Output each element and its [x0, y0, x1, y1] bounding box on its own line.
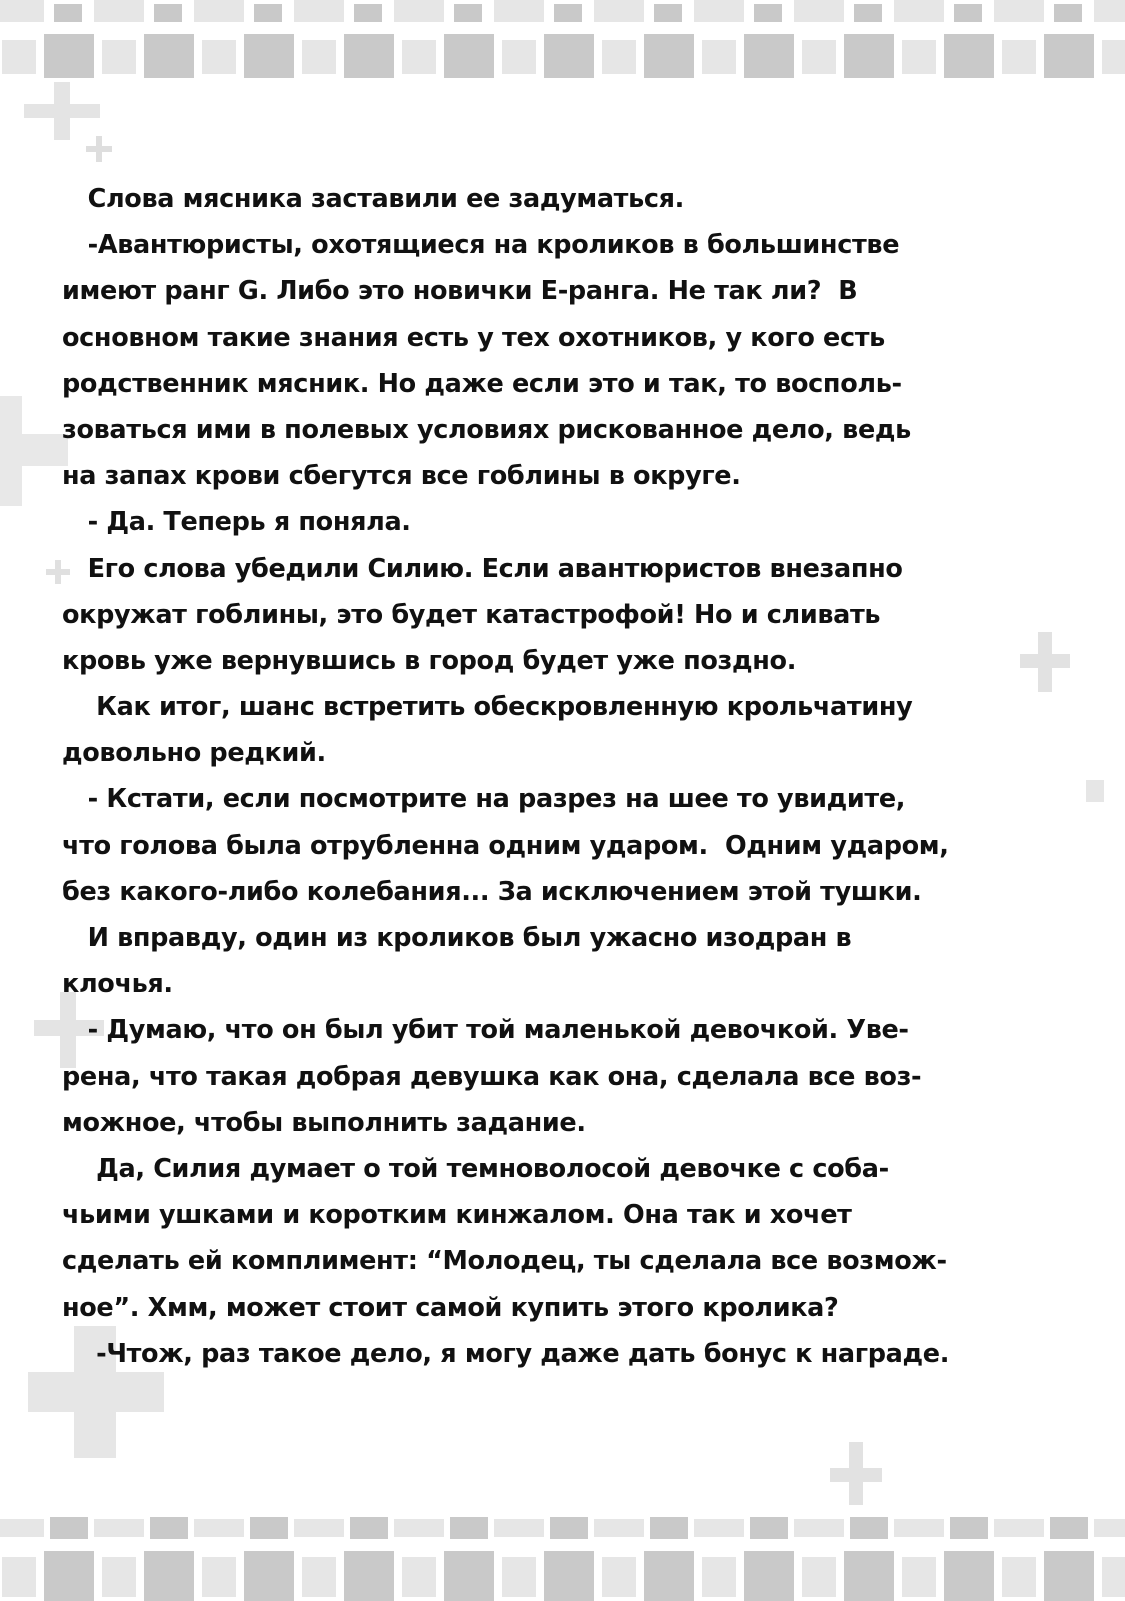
text-line: -Чтож, раз такое дело, я могу даже дать бонус к награде.	[62, 1338, 950, 1369]
text-line: окружат гоблины, это будет катастрофой! Но и сливать	[62, 599, 881, 630]
text-line: И вправду, один из кроликов был ужасно изодран в	[62, 923, 852, 953]
text-line: - Думаю, что он был убит той маленькой девочкой. Уве-	[62, 1015, 909, 1046]
text-line: Его слова убедили Силию. Если авантюристов внезапно	[62, 553, 903, 584]
novel-text-block	[62, 176, 1052, 1377]
text-line: довольно редкий.	[62, 738, 326, 769]
text-line: имеют ранг G. Либо это новички Е-ранга. Не так ли? В	[62, 276, 858, 307]
text-line: клочья.	[62, 969, 173, 1000]
sparkle-icon	[0, 396, 68, 506]
bottom-checker-border	[0, 1505, 1125, 1601]
sparkle-icon	[1086, 780, 1104, 802]
text-line: Слова мясника заставили ее задуматься.	[62, 184, 685, 214]
text-line: можное, чтобы выполнить задание.	[62, 1107, 586, 1138]
text-line: Да, Силия думает о той темноволосой девочке с соба-	[62, 1153, 889, 1184]
sparkle-icon	[24, 82, 100, 140]
text-line: рена, что такая добрая девушка как она, сделала все воз-	[62, 1061, 922, 1092]
text-line: без какого-либо колебания... За исключением этой тушки.	[62, 876, 922, 907]
text-line: основном такие знания есть у тех охотников, у кого есть	[62, 322, 885, 353]
text-line: зоваться ими в полевых условиях рискованное дело, ведь	[62, 414, 911, 445]
text-line: -Авантюристы, охотящиеся на кроликов в большинстве	[62, 230, 900, 261]
sparkle-icon	[86, 136, 112, 162]
text-line: ное”. Хмм, может стоит самой купить этого кролика?	[62, 1292, 839, 1323]
text-line: кровь уже вернувшись в город будет уже поздно.	[62, 645, 797, 676]
text-line: - Кстати, если посмотрите на разрез на шее то увидите,	[62, 784, 906, 815]
text-line: родственник мясник. Но даже если это и так, то восполь-	[62, 368, 902, 399]
text-line: Как итог, шанс встретить обескровленную крольчатину	[62, 692, 913, 723]
sparkle-icon	[830, 1442, 882, 1512]
text-line: сделать ей комплимент: “Молодец, ты сделала все возмож-	[62, 1246, 947, 1277]
top-checker-border	[0, 0, 1125, 96]
text-line: на запах крови сбегутся все гоблины в округе.	[62, 461, 741, 492]
text-line: чьими ушками и коротким кинжалом. Она так и хочет	[62, 1200, 852, 1231]
text-line: - Да. Теперь я поняла.	[62, 507, 411, 538]
text-line: что голова была отрубленна одним ударом. Одним ударом,	[62, 830, 949, 861]
